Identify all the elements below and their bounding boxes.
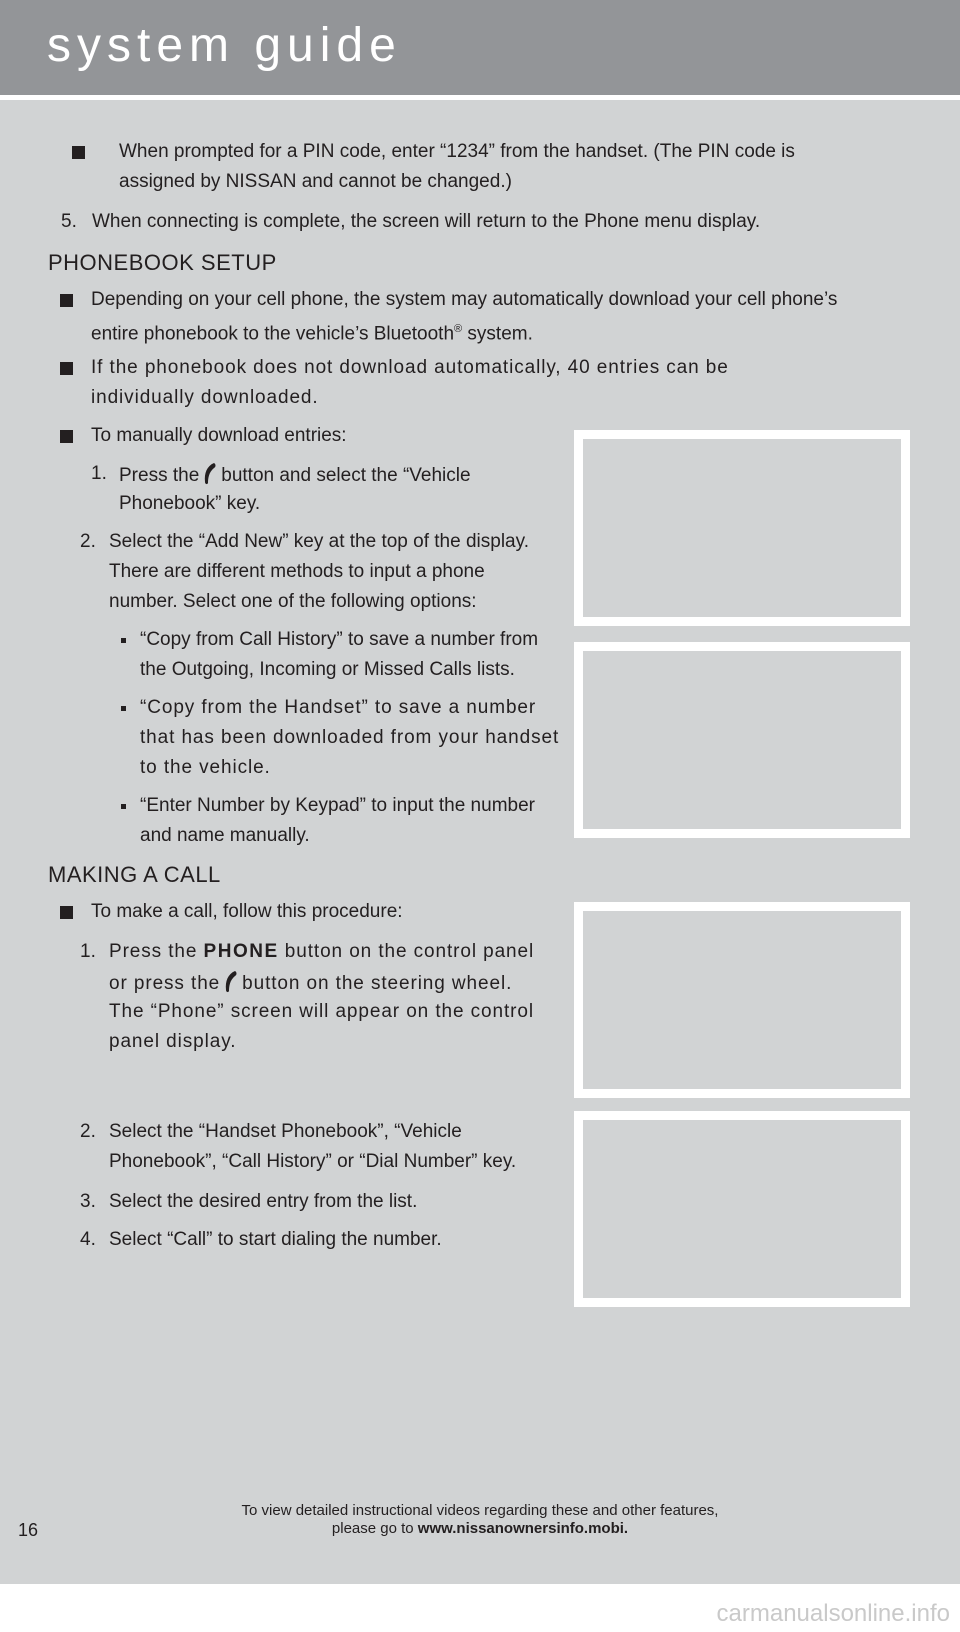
phonebook-heading: PHONEBOOK SETUP xyxy=(48,250,277,275)
screen-image-placeholder xyxy=(574,1111,910,1307)
square-bullet-icon xyxy=(60,294,73,307)
call-step1-line4: panel display. xyxy=(109,1031,237,1052)
website-link[interactable]: www.nissanownersinfo.mobi. xyxy=(417,1520,629,1537)
call-step1-post: button on the control panel xyxy=(278,941,535,962)
making-call-b1: To make a call, follow this procedure: xyxy=(91,901,403,922)
phonebook-step2-line1: Select the “Add New” key at the top of the display. xyxy=(109,531,529,552)
call-step1-line1 xyxy=(109,940,534,963)
phonebook-step2-line3: number. Select one of the following options: xyxy=(109,591,477,612)
option2-line3: to the vehicle. xyxy=(140,757,271,778)
b1-line2-post: system. xyxy=(462,323,533,345)
phonebook-b1-line2 xyxy=(91,318,533,345)
call-step1-pre: Press the xyxy=(109,941,204,962)
step1-post: button and select the “Vehicle xyxy=(221,465,471,486)
call-step1-line3: The “Phone” screen will appear on the control xyxy=(109,1001,534,1022)
watermark: carmanualsonline.info xyxy=(716,1600,950,1627)
option1-line2: the Outgoing, Incoming or Missed Calls lists. xyxy=(140,659,515,680)
step1-pre: Press the xyxy=(119,465,200,486)
option3-line2: and name manually. xyxy=(140,825,310,846)
step-number: 1. xyxy=(91,463,107,484)
phone-button-label: PHONE xyxy=(203,941,279,962)
call-step1-line2 xyxy=(109,970,512,995)
call-step1-line2-pre: or press the xyxy=(109,973,221,994)
page-number: 16 xyxy=(18,1520,39,1540)
step5-text: When connecting is complete, the screen will return to the Phone menu display. xyxy=(92,211,761,232)
phone-handset-icon xyxy=(224,970,238,994)
screen-image-placeholder xyxy=(574,642,910,838)
dot-bullet-icon xyxy=(121,638,126,643)
call-step3: Select the desired entry from the list. xyxy=(109,1191,418,1212)
screen-image-placeholder xyxy=(574,430,910,626)
dot-bullet-icon xyxy=(121,804,126,809)
pin-bullet-line1: When prompted for a PIN code, enter “1234” from the handset. (The PIN code is xyxy=(119,141,795,162)
page-title: system guide xyxy=(47,19,402,72)
footer-note-line2 xyxy=(0,1520,960,1538)
step-number: 1. xyxy=(80,941,96,962)
phonebook-b1-line1: Depending on your cell phone, the system may automatically download your cell phone’s xyxy=(91,289,838,310)
screen-image-placeholder xyxy=(574,902,910,1098)
making-call-heading: MAKING A CALL xyxy=(48,862,221,887)
phonebook-b2-line2: individually downloaded. xyxy=(91,387,319,408)
step-number: 3. xyxy=(80,1191,96,1212)
step-number: 5. xyxy=(61,211,77,232)
step-number: 2. xyxy=(80,531,96,552)
option2-line2: that has been downloaded from your handset xyxy=(140,727,560,748)
option2-line1: “Copy from the Handset” to save a number xyxy=(140,697,537,718)
square-bullet-icon xyxy=(72,146,85,159)
option1-line1: “Copy from Call History” to save a number from xyxy=(140,629,539,650)
square-bullet-icon xyxy=(60,362,73,375)
dot-bullet-icon xyxy=(121,706,126,711)
call-step2-line1: Select the “Handset Phonebook”, “Vehicle xyxy=(109,1121,462,1142)
phonebook-step1-line1 xyxy=(119,462,471,487)
phonebook-b2-line1: If the phonebook does not download automatically, 40 entries can be xyxy=(91,357,729,378)
step-number: 2. xyxy=(80,1121,96,1142)
phonebook-step2-line2: There are different methods to input a phone xyxy=(109,561,485,582)
phonebook-b3-line1: To manually download entries: xyxy=(91,425,347,446)
phone-handset-icon xyxy=(203,462,217,486)
call-step1-line2-post: button on the steering wheel. xyxy=(242,973,513,994)
footer-note-pre: please go to xyxy=(331,1520,418,1537)
pin-bullet-line2: assigned by NISSAN and cannot be changed.) xyxy=(119,171,512,192)
step-number: 4. xyxy=(80,1229,96,1250)
option3-line1: “Enter Number by Keypad” to input the number xyxy=(140,795,535,816)
phonebook-step1-line2: Phonebook” key. xyxy=(119,493,261,514)
b1-line2-pre: entire phonebook to the vehicle’s Bluetooth xyxy=(91,323,455,345)
footer-note-line1: To view detailed instructional videos regarding these and other features, xyxy=(241,1502,719,1519)
call-step4: Select “Call” to start dialing the number. xyxy=(109,1229,442,1250)
header-divider xyxy=(0,95,960,100)
registered-mark: ® xyxy=(454,323,463,335)
square-bullet-icon xyxy=(60,906,73,919)
square-bullet-icon xyxy=(60,430,73,443)
call-step2-line2: Phonebook”, “Call History” or “Dial Number” key. xyxy=(109,1151,517,1172)
